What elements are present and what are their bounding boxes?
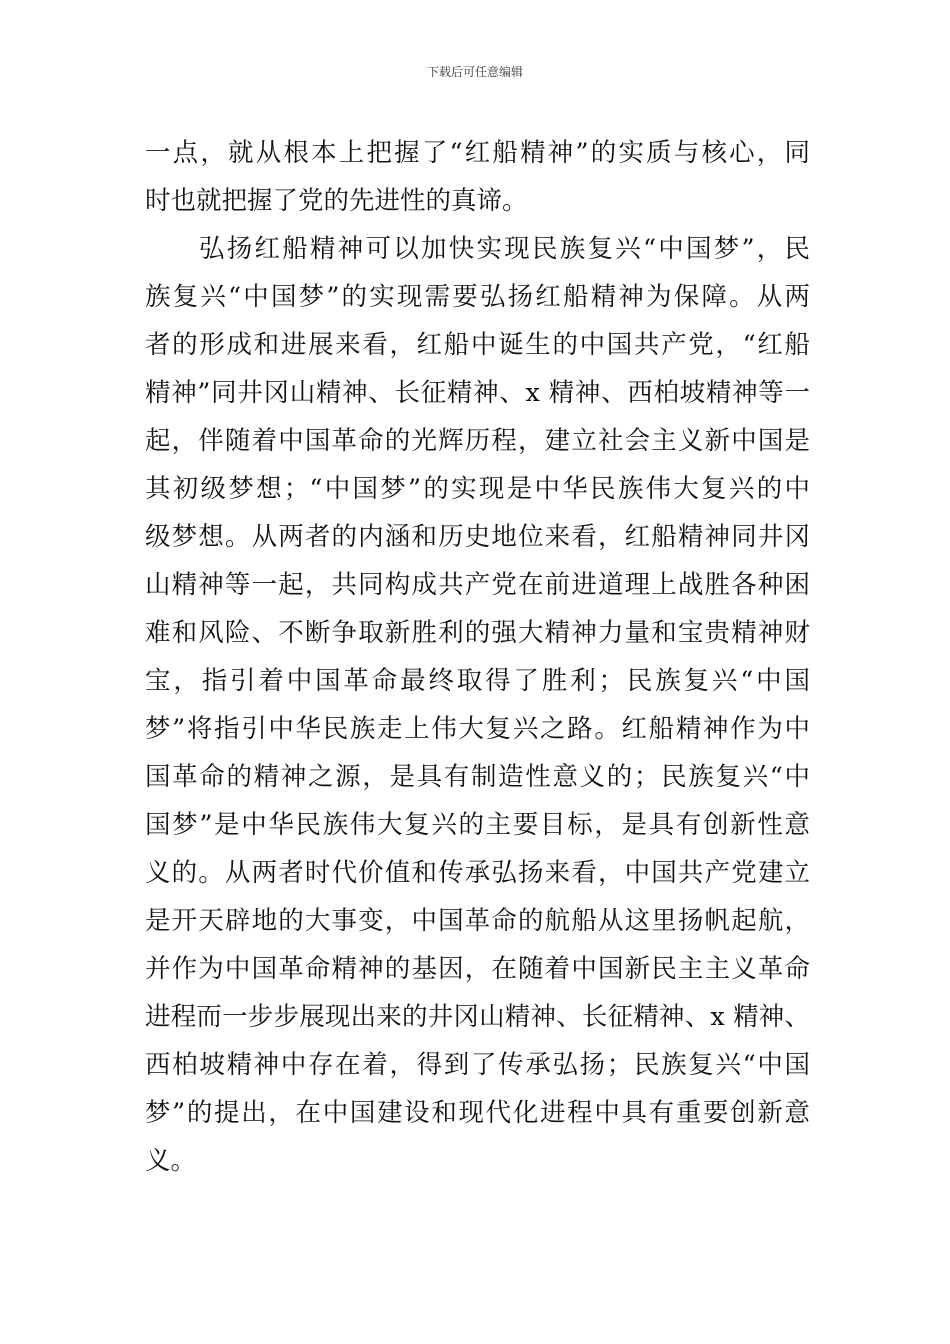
text-line: 梦”将指引中华民族走上伟大复兴之路。红船精神作为中	[145, 714, 810, 744]
paragraph-first-line: 弘扬红船精神可以加快实现民族复兴“中国梦”，民	[199, 234, 810, 264]
text-line: 义。	[145, 1146, 197, 1176]
text-line: 精神”同井冈山精神、长征精神、x 精神、西柏坡精神等一	[145, 378, 810, 408]
text-line: 其初级梦想；“中国梦”的实现是中华民族伟大复兴的中	[145, 474, 810, 504]
text-line: 西柏坡精神中存在着，得到了传承弘扬；民族复兴“中国	[145, 1050, 810, 1080]
text-line: 起，伴随着中国革命的光辉历程，建立社会主义新中国是	[145, 426, 810, 456]
document-body	[145, 129, 810, 1185]
text-line: 族复兴“中国梦”的实现需要弘扬红船精神为保障。从两	[145, 282, 810, 312]
text-line: 难和风险、不断争取新胜利的强大精神力量和宝贵精神财	[145, 618, 810, 648]
text-line: 国梦”是中华民族伟大复兴的主要目标，是具有创新性意	[145, 810, 810, 840]
text-line: 级梦想。从两者的内涵和历史地位来看，红船精神同井冈	[145, 522, 810, 552]
text-line: 宝，指引着中国革命最终取得了胜利；民族复兴“中国	[145, 666, 810, 696]
text-line: 山精神等一起，共同构成共产党在前进道理上战胜各种困	[145, 570, 810, 600]
text-line: 国革命的精神之源，是具有制造性意义的；民族复兴“中	[145, 762, 810, 792]
text-line: 并作为中国革命精神的基因，在随着中国新民主主义革命	[145, 954, 810, 984]
text-line: 一点，就从根本上把握了“红船精神”的实质与核心，同	[145, 138, 810, 168]
text-line: 梦”的提出，在中国建设和现代化进程中具有重要创新意	[145, 1098, 810, 1128]
text-line: 者的形成和进展来看，红船中诞生的中国共产党，“红船	[145, 330, 810, 360]
text-line: 义的。从两者时代价值和传承弘扬来看，中国共产党建立	[145, 858, 810, 888]
text-line: 是开天辟地的大事变，中国革命的航船从这里扬帆起航，	[145, 906, 810, 936]
page-header: 下载后可任意编辑	[426, 65, 523, 79]
text-line: 进程而一步步展现出来的井冈山精神、长征精神、x 精神、	[145, 1002, 810, 1032]
text-line: 时也就把握了党的先进性的真谛。	[145, 186, 528, 216]
